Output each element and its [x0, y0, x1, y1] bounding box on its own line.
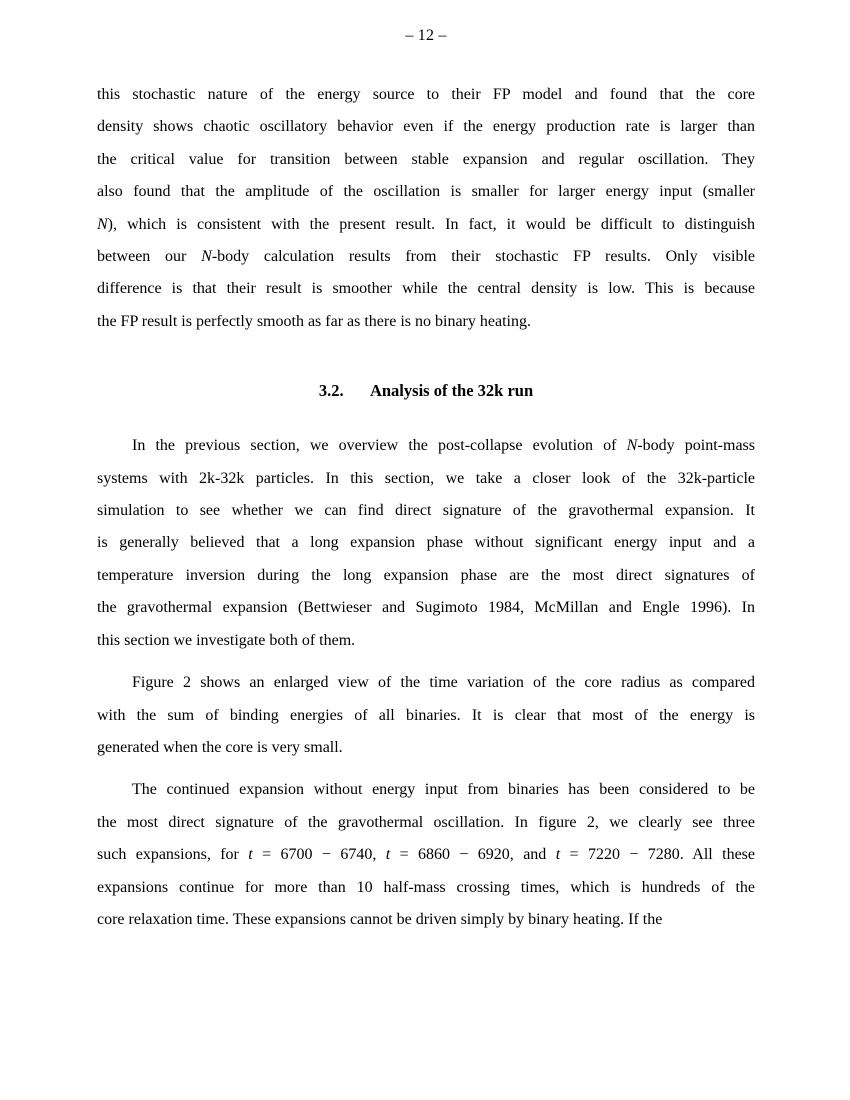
text-line: In the previous section, we overview the post-collapse evolution of N-body point-mass [132, 437, 756, 455]
text-line: such expansions, for t = 6700 − 6740, t = 6860 − 6920, and t = 7220 − 7280. All these [97, 846, 755, 864]
paragraph [97, 430, 755, 657]
text-line: The continued expansion without energy input from binaries has been considered to be [132, 781, 755, 799]
text-line: temperature inversion during the long expansion phase are the most direct signatures of [97, 566, 755, 584]
text-line: Figure 2 shows an enlarged view of the time variation of the core radius as compared [132, 674, 755, 692]
text-line: with the sum of binding energies of all binaries. It is clear that most of the energy is [97, 706, 755, 724]
text-line: the FP result is perfectly smooth as far as there is no binary heating. [97, 312, 531, 330]
text-line: the most direct signature of the gravothermal oscillation. In figure 2, we clearly see three [97, 813, 755, 831]
text-line: density shows chaotic oscillatory behavior even if the energy production rate is larger than [97, 118, 755, 136]
section-heading [97, 380, 755, 402]
page-content [97, 79, 755, 936]
text-column [97, 0, 755, 946]
text-line: generated when the core is very small. [97, 738, 343, 756]
section-title: Analysis of the 32k run [369, 381, 534, 401]
paragraph [97, 79, 755, 338]
text-line: difference is that their result is smoother while the central density is low. This is because [97, 280, 755, 298]
text-line: is generally believed that a long expansion phase without significant energy input and a [97, 534, 755, 552]
paragraph [97, 667, 755, 764]
text-line: core relaxation time. These expansions cannot be driven simply by binary heating. If the [97, 910, 663, 928]
text-line: expansions continue for more than 10 half-mass crossing times, which is hundreds of the [97, 878, 755, 896]
text-line: systems with 2k-32k particles. In this section, we take a closer look of the 32k-particle [97, 469, 755, 487]
section-number: 3.2. [318, 381, 344, 401]
text-line: between our N-body calculation results from their stochastic FP results. Only visible [97, 248, 755, 266]
text-line: this section we investigate both of them. [97, 631, 356, 649]
page-number: – 12 – [405, 27, 447, 44]
text-line: simulation to see whether we can find direct signature of the gravothermal expansion. It [97, 502, 755, 520]
text-line: the gravothermal expansion (Bettwieser and Sugimoto 1984, McMillan and Engle 1996). In [97, 599, 755, 617]
text-line: also found that the amplitude of the oscillation is smaller for larger energy input (smaller [97, 183, 755, 201]
text-line: this stochastic nature of the energy source to their FP model and found that the core [97, 86, 755, 103]
paragraph [97, 774, 755, 936]
text-line: the critical value for transition between stable expansion and regular oscillation. They [97, 150, 755, 168]
text-line: N), which is consistent with the present result. In fact, it would be difficult to distinguish [97, 215, 755, 233]
